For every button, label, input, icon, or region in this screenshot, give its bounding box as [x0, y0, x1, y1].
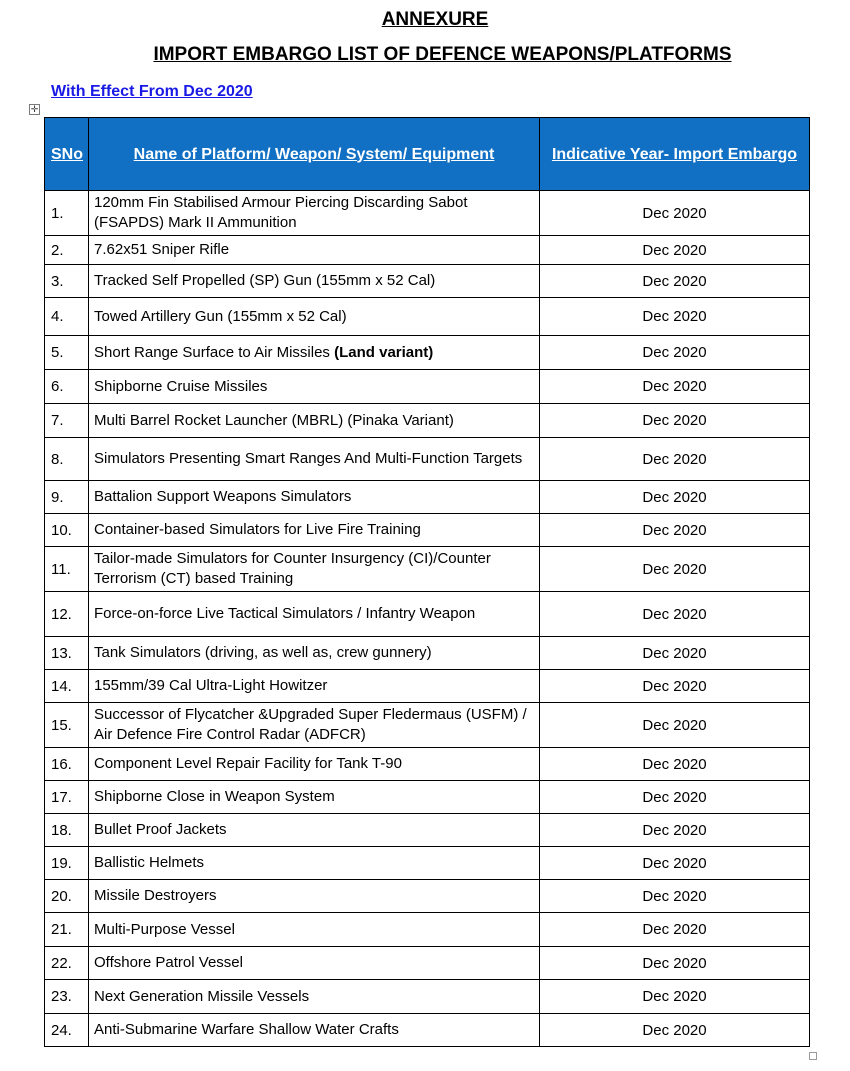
row-number: 2. — [45, 236, 89, 265]
row-item-name-text: Bullet Proof Jackets — [94, 821, 227, 838]
row-item-name-text: Anti-Submarine Warfare Shallow Water Crafts — [94, 1021, 399, 1038]
row-item-name-text: Shipborne Cruise Missiles — [94, 377, 268, 395]
row-embargo-year: Dec 2020 — [540, 370, 810, 404]
row-number: 14. — [45, 670, 89, 703]
row-item-name-text: Component Level Repair Facility for Tank T-90 — [94, 755, 402, 772]
table-move-handle-icon[interactable]: ✛ — [30, 104, 39, 114]
row-item-name — [89, 703, 540, 748]
row-item-name — [89, 913, 540, 947]
row-number: 9. — [45, 481, 89, 514]
row-embargo-year: Dec 2020 — [540, 703, 810, 748]
row-number: 23. — [45, 980, 89, 1014]
row-item-variant: (Land variant) — [334, 343, 434, 361]
row-embargo-year: Dec 2020 — [540, 481, 810, 514]
table-row — [45, 637, 810, 670]
header-sno: SNo — [45, 118, 89, 191]
row-item-name-text: Tracked Self Propelled (SP) Gun (155mm x 52 Cal) — [94, 272, 436, 289]
row-item-name — [89, 298, 540, 336]
row-embargo-year: Dec 2020 — [540, 947, 810, 980]
row-embargo-year: Dec 2020 — [540, 880, 810, 913]
row-item-name — [89, 438, 540, 481]
row-item-name — [89, 847, 540, 880]
table-row — [45, 236, 810, 265]
row-embargo-year: Dec 2020 — [540, 514, 810, 547]
row-embargo-year: Dec 2020 — [540, 265, 810, 298]
row-number: 16. — [45, 748, 89, 781]
table-row — [45, 847, 810, 880]
row-item-name — [89, 547, 540, 592]
row-item-name-text: Multi Barrel Rocket Launcher (MBRL) (Pinaka Variant) — [94, 411, 454, 429]
row-item-name — [89, 191, 540, 236]
row-item-name-text: Simulators Presenting Smart Ranges And Multi-Function Targets — [94, 450, 523, 467]
row-item-name — [89, 670, 540, 703]
row-number: 7. — [45, 404, 89, 438]
table-row — [45, 1014, 810, 1047]
row-item-name — [89, 880, 540, 913]
row-embargo-year: Dec 2020 — [540, 438, 810, 481]
row-embargo-year: Dec 2020 — [540, 781, 810, 814]
row-item-name — [89, 370, 540, 404]
row-embargo-year: Dec 2020 — [540, 913, 810, 947]
row-item-name — [89, 637, 540, 670]
row-embargo-year: Dec 2020 — [540, 847, 810, 880]
table-row — [45, 913, 810, 947]
row-number: 18. — [45, 814, 89, 847]
row-item-name — [89, 592, 540, 637]
row-item-name — [89, 947, 540, 980]
row-item-name — [89, 814, 540, 847]
row-item-name-text: 120mm Fin Stabilised Armour Piercing Discarding Sabot (FSAPDS) Mark II Ammunition — [94, 194, 468, 231]
table-row — [45, 670, 810, 703]
table-row — [45, 781, 810, 814]
row-number: 20. — [45, 880, 89, 913]
row-item-name — [89, 514, 540, 547]
row-number: 4. — [45, 298, 89, 336]
row-number: 15. — [45, 703, 89, 748]
row-number: 13. — [45, 637, 89, 670]
row-item-name-text: Towed Artillery Gun (155mm x 52 Cal) — [94, 307, 347, 325]
header-year: Indicative Year- Import Embargo — [540, 118, 810, 191]
row-number: 6. — [45, 370, 89, 404]
row-embargo-year: Dec 2020 — [540, 637, 810, 670]
row-item-name — [89, 265, 540, 298]
row-item-name-text: Shipborne Close in Weapon System — [94, 788, 335, 805]
header-name: Name of Platform/ Weapon/ System/ Equipment — [89, 118, 540, 191]
table-row — [45, 592, 810, 637]
row-item-name-text: 155mm/39 Cal Ultra-Light Howitzer — [94, 677, 328, 694]
table-row — [45, 703, 810, 748]
row-number: 10. — [45, 514, 89, 547]
table-row — [45, 481, 810, 514]
row-item-name — [89, 781, 540, 814]
table-row — [45, 370, 810, 404]
row-number: 11. — [45, 547, 89, 592]
row-item-name-text: Short Range Surface to Air Missiles — [94, 343, 330, 361]
row-embargo-year: Dec 2020 — [540, 298, 810, 336]
row-embargo-year: Dec 2020 — [540, 404, 810, 438]
row-embargo-year: Dec 2020 — [540, 1014, 810, 1047]
row-number: 12. — [45, 592, 89, 637]
page-title: ANNEXURE — [381, 9, 489, 30]
table-row — [45, 336, 810, 370]
row-number: 22. — [45, 947, 89, 980]
table-row — [45, 814, 810, 847]
row-item-name-text: 7.62x51 Sniper Rifle — [94, 241, 230, 258]
row-number: 21. — [45, 913, 89, 947]
row-item-name-text: Offshore Patrol Vessel — [94, 954, 243, 971]
row-item-name-text: Force-on-force Live Tactical Simulators / Infantry Weapon — [94, 605, 476, 622]
table-row — [45, 880, 810, 913]
row-embargo-year: Dec 2020 — [540, 814, 810, 847]
row-item-name-text: Tank Simulators (driving, as well as, crew gunnery) — [94, 644, 432, 661]
table-row — [45, 404, 810, 438]
row-number: 24. — [45, 1014, 89, 1047]
table-row — [45, 265, 810, 298]
row-embargo-year: Dec 2020 — [540, 547, 810, 592]
row-item-name-text: Next Generation Missile Vessels — [94, 987, 310, 1005]
row-number: 17. — [45, 781, 89, 814]
table-row — [45, 191, 810, 236]
row-embargo-year: Dec 2020 — [540, 236, 810, 265]
row-number: 5. — [45, 336, 89, 370]
effect-date-link[interactable]: With Effect From Dec 2020 — [51, 83, 253, 100]
row-item-name — [89, 980, 540, 1014]
row-item-name — [89, 481, 540, 514]
row-embargo-year: Dec 2020 — [540, 748, 810, 781]
row-item-name — [89, 336, 540, 370]
table-row — [45, 980, 810, 1014]
table-row — [45, 298, 810, 336]
row-embargo-year: Dec 2020 — [540, 336, 810, 370]
row-item-name — [89, 1014, 540, 1047]
row-item-name-text: Container-based Simulators for Live Fire Training — [94, 521, 421, 538]
table-row — [45, 438, 810, 481]
table-header-row — [45, 118, 810, 191]
row-item-name — [89, 236, 540, 265]
row-item-name-text: Battalion Support Weapons Simulators — [94, 488, 352, 505]
row-item-name — [89, 404, 540, 438]
row-item-name — [89, 748, 540, 781]
row-number: 1. — [45, 191, 89, 236]
table-resize-handle-icon[interactable] — [809, 1052, 817, 1060]
row-embargo-year: Dec 2020 — [540, 191, 810, 236]
row-item-name-text: Ballistic Helmets — [94, 854, 205, 871]
table-body — [45, 191, 810, 1047]
row-number: 3. — [45, 265, 89, 298]
row-item-name-text: Successor of Flycatcher &Upgraded Super Fledermaus (USFM) / Air Defence Fire Control Radar (ADFCR) — [94, 706, 527, 743]
row-item-name-text: Tailor-made Simulators for Counter Insurgency (CI)/Counter Terrorism (CT) based Training — [94, 550, 491, 587]
page-subtitle: IMPORT EMBARGO LIST OF DEFENCE WEAPONS/PLATFORMS — [153, 44, 732, 65]
table-row — [45, 514, 810, 547]
row-embargo-year: Dec 2020 — [540, 980, 810, 1014]
table-row — [45, 748, 810, 781]
embargo-table — [44, 117, 810, 1047]
table-row — [45, 547, 810, 592]
row-embargo-year: Dec 2020 — [540, 670, 810, 703]
row-number: 8. — [45, 438, 89, 481]
row-item-name-text: Multi-Purpose Vessel — [94, 920, 235, 938]
table-row — [45, 947, 810, 980]
row-item-name-text: Missile Destroyers — [94, 887, 217, 904]
row-embargo-year: Dec 2020 — [540, 592, 810, 637]
row-number: 19. — [45, 847, 89, 880]
